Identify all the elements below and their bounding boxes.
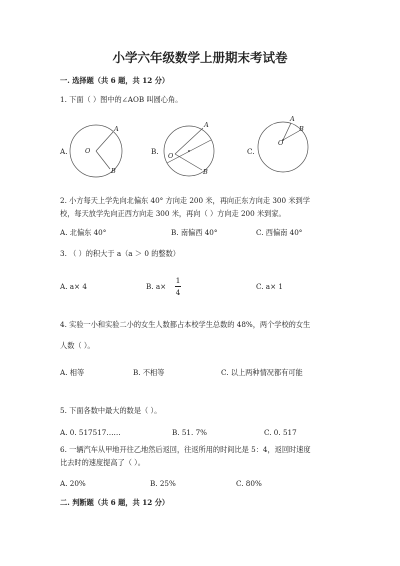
question-2-line-2: 校，每天放学先向正西方向走 300 米，再向（ ）方向走 200 米到家。	[60, 209, 286, 218]
question-4-option-c: C. 以上两种情况都有可能	[221, 368, 303, 377]
question-4-line-1: 4. 实验一小和实验二小的女生人数都占本校学生总数的 48%，两个学校的女生	[60, 320, 311, 329]
figure-c-label-a: A	[290, 115, 295, 123]
question-3-fraction-denominator: 4	[175, 288, 181, 297]
figure-b-center-dot	[188, 150, 190, 152]
question-1-option-c: C.	[247, 147, 255, 156]
question-3-fraction-bar	[175, 286, 181, 287]
question-3-fraction-numerator: 1	[175, 276, 181, 285]
figure-c-label-b: B	[299, 125, 304, 133]
section-heading-judgement: 二. 判断题（共 6 题，共 12 分）	[60, 498, 170, 507]
question-6-option-c: C. 80%	[236, 479, 262, 488]
question-2-option-b: B. 南偏西 40°	[171, 228, 218, 237]
question-2-line-1: 2. 小方每天上学先向北偏东 40° 方向走 200 米，再向正东方向走 300 米到学	[60, 196, 310, 205]
question-6-line-2: 比去时的速度提高了（ ）。	[60, 458, 145, 467]
question-3-option-c: C. a× 1	[256, 282, 283, 291]
figure-c-label-o: O	[278, 139, 284, 147]
question-1-option-a: A.	[60, 147, 68, 156]
question-5-stem: 5. 下面各数中最大的数是（ ）。	[60, 406, 162, 415]
figure-a-label-b: B	[111, 167, 116, 175]
figure-b-label-b: B	[203, 168, 208, 176]
figure-a-label-a: A	[114, 125, 119, 133]
section-heading-choice: 一. 选择题（共 6 题，共 12 分）	[60, 76, 170, 85]
question-5-option-b: B. 51. 7%	[172, 428, 207, 437]
question-3-stem: 3. （ ）的积大于 a（a ＞ 0 的整数）	[60, 249, 180, 258]
question-2-option-a: A. 北偏东 40°	[60, 228, 107, 237]
figure-b-label-a: A	[204, 121, 209, 129]
figure-b-label-o: O	[168, 152, 174, 160]
question-6-option-a: A. 20%	[60, 479, 86, 488]
question-6-line-1: 6. 一辆汽车从甲地开往乙地然后返回，往返所用的时间比是 5：4，返回时速度	[60, 445, 311, 454]
question-1-option-b: B.	[151, 147, 159, 156]
question-2-option-c: C. 西偏南 40°	[256, 228, 303, 237]
question-3-option-a: A. a× 4	[60, 282, 87, 291]
question-3-option-b: B. a×	[146, 282, 167, 291]
question-4-option-b: B. 不相等	[133, 368, 165, 377]
question-6-option-b: B. 25%	[150, 479, 176, 488]
page-title: 小学六年级数学上册期末考试卷	[112, 50, 288, 65]
question-5-option-a: A. 0. 517517……	[60, 428, 121, 437]
question-5-option-c: C. 0. 517	[264, 428, 297, 437]
question-1-stem: 1. 下面（ ）图中的∠AOB 叫圆心角。	[60, 95, 183, 104]
question-4-line-2: 人数（ ）。	[60, 341, 95, 350]
figure-a-label-o: O	[85, 147, 91, 155]
question-4-option-a: A. 相等	[60, 368, 85, 377]
